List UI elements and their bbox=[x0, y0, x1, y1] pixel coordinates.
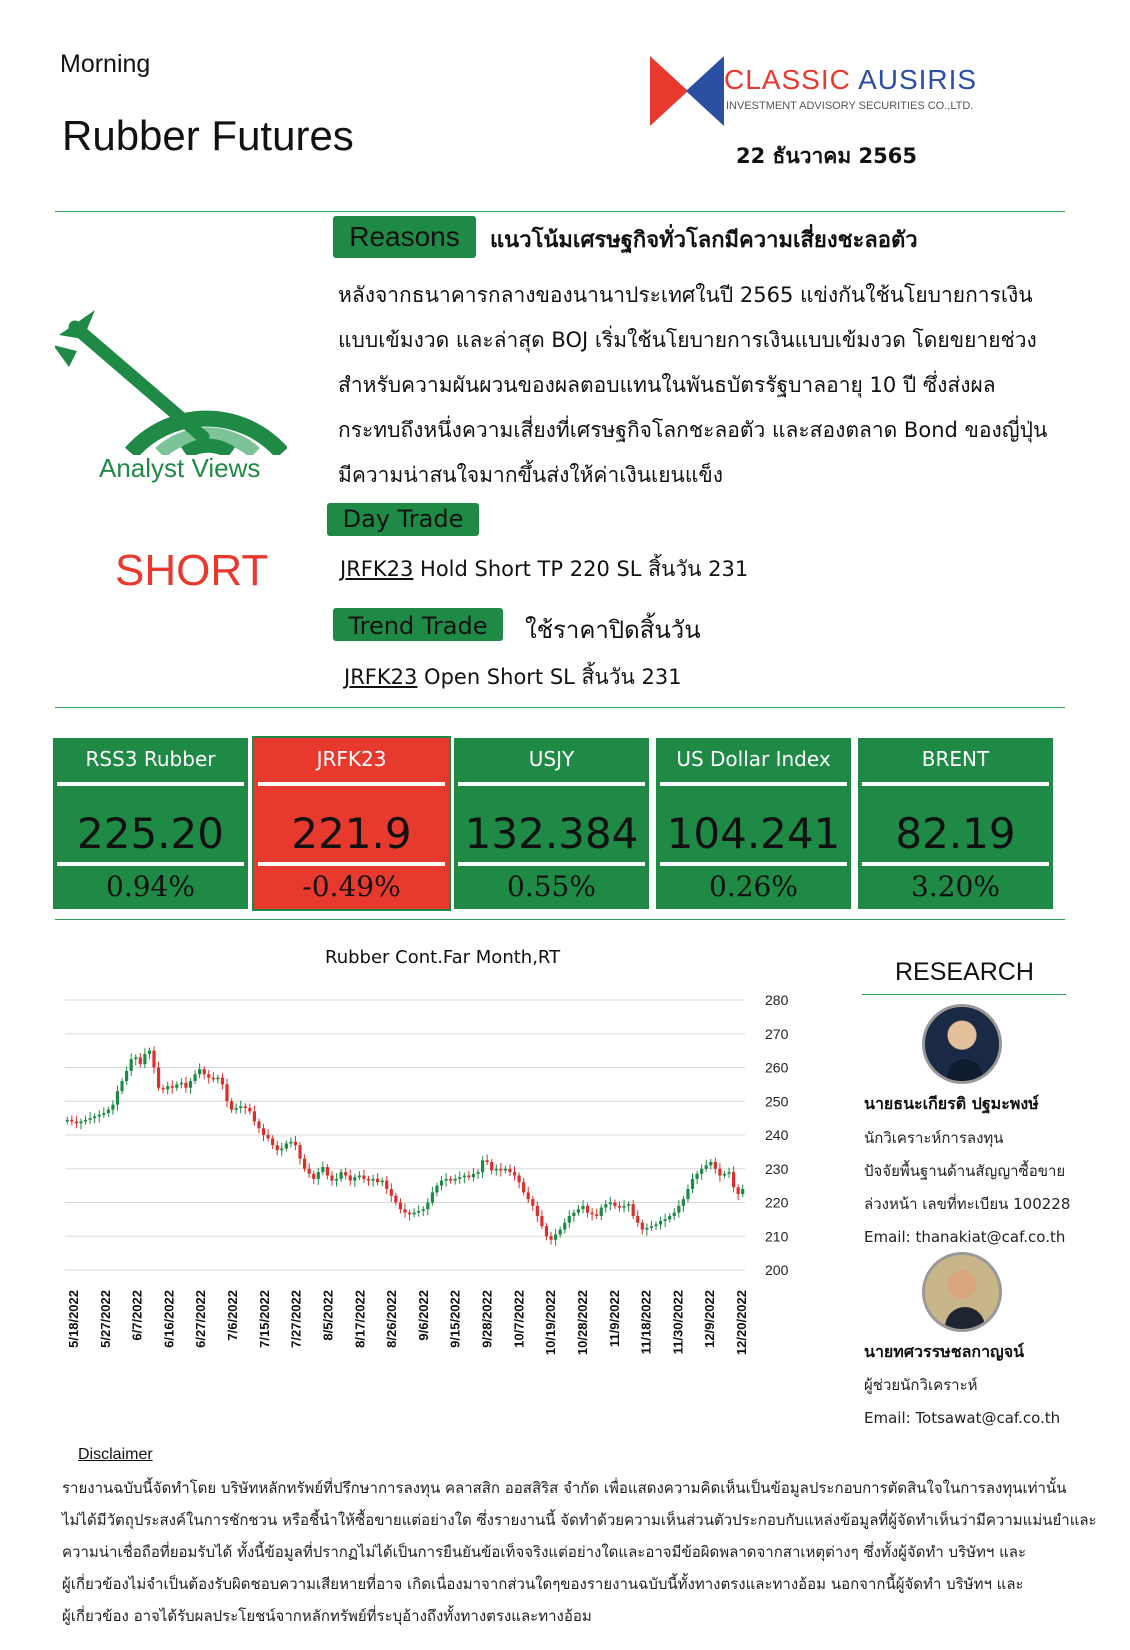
candle-body bbox=[664, 1219, 667, 1221]
candle-body bbox=[686, 1189, 689, 1199]
research-heading: RESEARCH bbox=[895, 958, 1034, 986]
candle-body bbox=[335, 1179, 338, 1181]
candle-body bbox=[257, 1122, 260, 1129]
candle-body bbox=[157, 1068, 160, 1088]
avatar bbox=[922, 1252, 1002, 1332]
tile-name: JRFK23 bbox=[316, 747, 387, 771]
candle-body bbox=[495, 1169, 498, 1171]
day-trade-tag: Day Trade bbox=[327, 503, 479, 536]
candle-body bbox=[691, 1179, 694, 1189]
tile-name: RSS3 Rubber bbox=[85, 747, 216, 771]
candle-body bbox=[417, 1211, 420, 1213]
candle-body bbox=[120, 1081, 123, 1091]
candle-body bbox=[508, 1169, 511, 1172]
candle-body bbox=[134, 1057, 137, 1059]
candle-body bbox=[549, 1236, 552, 1239]
x-tick-label: 12/20/2022 bbox=[734, 1290, 749, 1356]
candle-body bbox=[171, 1086, 174, 1088]
candle-body bbox=[294, 1142, 297, 1145]
candle-body bbox=[536, 1206, 539, 1216]
candle-body bbox=[266, 1135, 269, 1138]
y-tick-label: 230 bbox=[765, 1160, 789, 1177]
candle-body bbox=[522, 1182, 525, 1192]
brand-word-classic: CLASSIC bbox=[724, 64, 851, 95]
disclaimer-line: ไม่ได้มีวัตถุประสงค์ในการชักชวน หรือชี้นำให้ซื้อขายแต่อย่างใด ซึ่งรายงานนี้ จัดทำด้วยความเห็นส่วนตัวประกอบกับแหล่งข้อมูลที่ผู้จัดทำเห็นว่ามีความแม่นยำและ bbox=[62, 1511, 1097, 1529]
candle-body bbox=[66, 1120, 69, 1122]
tile-name: USJY bbox=[528, 747, 575, 771]
disclaimer-line: ความน่าเชื่อถือที่ยอมรับได้ ทั้งนี้ข้อมูลที่ปรากฏไม่ได้เป็นการยืนยันข้อเท็จจริงแต่อย่างใดและอาจมีข้อผิดพลาดจากสาเหตุต่างๆ ซึ่งทั้งผู้จัดทำ บริษัทฯ และ bbox=[62, 1543, 1027, 1561]
reasons-body bbox=[338, 273, 1098, 498]
candle-body bbox=[513, 1172, 516, 1175]
candle-body bbox=[440, 1181, 443, 1186]
candle-body bbox=[312, 1174, 315, 1179]
candle-body bbox=[330, 1176, 333, 1181]
candle-body bbox=[714, 1162, 717, 1169]
candle-body bbox=[198, 1069, 201, 1074]
top-divider bbox=[55, 211, 1065, 212]
candle-body bbox=[253, 1111, 256, 1121]
candle-body bbox=[700, 1169, 703, 1174]
candle-body bbox=[695, 1174, 698, 1179]
candle-body bbox=[531, 1199, 534, 1206]
candle-body bbox=[289, 1142, 292, 1144]
tile-name: US Dollar Index bbox=[676, 747, 831, 771]
candle-body bbox=[280, 1149, 283, 1151]
analyst2-name: นายทศวรรษชลกาญจน์ bbox=[864, 1342, 1024, 1361]
tile-jrfk23 bbox=[254, 738, 449, 909]
candle-body bbox=[668, 1216, 671, 1219]
candle-body bbox=[577, 1209, 580, 1212]
candle-body bbox=[737, 1187, 740, 1194]
x-tick-label: 9/6/2022 bbox=[415, 1290, 431, 1341]
tile-name: BRENT bbox=[921, 747, 990, 771]
reasons-line: แบบเข้มงวด และล่าสุด BOJ เริ่มใช้นโยบายการเงินแบบเข้มงวด โดยขยายช่วง bbox=[338, 328, 1037, 352]
candle-body bbox=[276, 1145, 279, 1150]
candle-body bbox=[504, 1169, 507, 1171]
candle-body bbox=[390, 1189, 393, 1196]
analyst-views-badge bbox=[55, 305, 287, 485]
candle-body bbox=[527, 1192, 530, 1199]
candle-body bbox=[499, 1169, 502, 1171]
candle-body bbox=[75, 1122, 78, 1124]
candle-body bbox=[221, 1078, 224, 1085]
candle-body bbox=[682, 1199, 685, 1206]
candle-body bbox=[230, 1101, 233, 1109]
disclaimer-line: ผู้เกี่ยวข้อง อาจได้รับผลประโยชน์จากหลักทรัพย์ที่ระบุอ้างถึงทั้งทางตรงและทางอ้อม bbox=[62, 1607, 592, 1625]
brand-word-ausiris: AUSIRIS bbox=[858, 64, 978, 95]
x-tick-label: 10/7/2022 bbox=[511, 1290, 527, 1348]
candle-body bbox=[673, 1213, 676, 1216]
tile-usjy bbox=[454, 738, 649, 909]
y-tick-label: 280 bbox=[765, 992, 789, 1008]
candle-body bbox=[203, 1069, 206, 1074]
candle-body bbox=[600, 1208, 603, 1216]
candle-body bbox=[399, 1203, 402, 1210]
candle-body bbox=[216, 1078, 219, 1080]
candle-body bbox=[490, 1162, 493, 1170]
candle-body bbox=[613, 1203, 616, 1206]
candle-body bbox=[727, 1172, 730, 1174]
candle-body bbox=[212, 1078, 215, 1080]
x-tick-label: 11/30/2022 bbox=[670, 1290, 686, 1355]
trend-trade-symbol: JRFK23 bbox=[344, 665, 418, 689]
candle-body bbox=[303, 1159, 306, 1169]
candle-body bbox=[426, 1203, 429, 1210]
candle-body bbox=[125, 1071, 128, 1081]
candle-body bbox=[79, 1122, 82, 1124]
x-tick-label: 10/19/2022 bbox=[543, 1290, 559, 1356]
candle-body bbox=[449, 1179, 452, 1181]
tile-rss3 bbox=[53, 738, 248, 909]
trend-trade-note: ใช้ราคาปิดสิ้นวัน bbox=[525, 616, 701, 644]
candle-body bbox=[463, 1176, 466, 1178]
candle-body bbox=[718, 1169, 721, 1176]
candle-body bbox=[317, 1172, 320, 1179]
candle-body bbox=[344, 1172, 347, 1175]
candle-body bbox=[486, 1160, 489, 1162]
page-title: Rubber Futures bbox=[62, 112, 354, 159]
avatar bbox=[922, 1004, 1002, 1084]
disclaimer-body bbox=[62, 1472, 1097, 1632]
mid-divider bbox=[55, 707, 1065, 708]
candle-body bbox=[248, 1108, 251, 1111]
candle-body bbox=[517, 1176, 520, 1183]
analyst1-desc: ปัจจัยพื้นฐานด้านสัญญาซื้อขาย bbox=[864, 1162, 1066, 1180]
candle-body bbox=[362, 1176, 365, 1179]
reasons-line: มีความน่าสนใจมากขึ้นส่งให้ค่าเงินเยนแข็ง bbox=[338, 463, 724, 487]
tile-value: 221.9 bbox=[291, 809, 412, 858]
analyst1-name: นายธนะเกียรติ ปฐมะพงษ์ bbox=[864, 1094, 1039, 1113]
tile-change: 0.26% bbox=[709, 870, 798, 903]
x-tick-label: 5/18/2022 bbox=[66, 1290, 81, 1348]
analyst2-info bbox=[864, 1369, 1060, 1435]
candle-body bbox=[563, 1223, 566, 1230]
candle-body bbox=[540, 1216, 543, 1226]
x-tick-label: 10/28/2022 bbox=[574, 1290, 590, 1356]
candle-body bbox=[162, 1088, 165, 1090]
x-tick-label: 8/5/2022 bbox=[320, 1290, 336, 1341]
candle-body bbox=[568, 1216, 571, 1223]
company-logo bbox=[650, 56, 980, 128]
x-tick-label: 9/28/2022 bbox=[479, 1290, 495, 1348]
candle-body bbox=[130, 1059, 133, 1071]
candle-body bbox=[180, 1083, 183, 1085]
candle-body bbox=[431, 1192, 434, 1202]
candle-body bbox=[413, 1213, 416, 1215]
candle-body bbox=[349, 1176, 352, 1181]
candle-body bbox=[604, 1204, 607, 1207]
x-tick-label: 7/6/2022 bbox=[225, 1290, 241, 1341]
candle-body bbox=[239, 1106, 242, 1108]
candle-body bbox=[645, 1228, 648, 1230]
x-tick-label: 6/16/2022 bbox=[161, 1290, 177, 1348]
day-trade-line bbox=[340, 553, 748, 586]
research-underline bbox=[862, 994, 1066, 995]
tile-change: 3.20% bbox=[911, 870, 1000, 903]
candle-body bbox=[148, 1051, 151, 1054]
x-tick-label: 7/27/2022 bbox=[288, 1290, 304, 1348]
tile-change: -0.49% bbox=[302, 870, 401, 903]
tile-value: 225.20 bbox=[77, 809, 224, 858]
signal-short: SHORT bbox=[115, 546, 269, 595]
candle-body bbox=[622, 1206, 625, 1208]
reasons-headline: แนวโน้มเศรษฐกิจทั่วโลกมีความเสี่ยงชะลอตัว bbox=[490, 228, 918, 253]
reasons-line: สำหรับความผันผวนของผลตอบแทนในพันธบัตรรัฐบาลอายุ 10 ปี ซึ่งส่งผล bbox=[338, 373, 996, 397]
analyst2-email[interactable]: Email: Totsawat@caf.co.th bbox=[864, 1409, 1061, 1427]
y-tick-label: 220 bbox=[765, 1194, 789, 1211]
analyst2-role: ผู้ช่วยนักวิเคราะห์ bbox=[864, 1376, 978, 1394]
x-tick-label: 8/17/2022 bbox=[352, 1290, 368, 1348]
candle-body bbox=[285, 1143, 288, 1148]
tile-value: 104.241 bbox=[666, 809, 841, 858]
candle-body bbox=[102, 1113, 105, 1115]
candle-body bbox=[111, 1105, 114, 1110]
reasons-line: กระทบถึงหนึ่งความเสี่ยงที่เศรษฐกิจโลกชะลอตัว และสองตลาด Bond ของญี่ปุ่น bbox=[338, 418, 1048, 442]
report-date: 22 ธันวาคม 2565 bbox=[736, 144, 917, 168]
candle-body bbox=[189, 1081, 192, 1088]
candle-body bbox=[116, 1091, 119, 1105]
candle-body bbox=[581, 1206, 584, 1209]
analyst1-info bbox=[864, 1122, 1070, 1254]
x-tick-label: 5/27/2022 bbox=[97, 1290, 113, 1348]
x-tick-label: 6/7/2022 bbox=[129, 1290, 145, 1341]
tile-change: 0.94% bbox=[106, 870, 195, 903]
candle-body bbox=[641, 1223, 644, 1230]
candle-body bbox=[741, 1189, 744, 1194]
target-arrow-icon bbox=[55, 305, 287, 455]
analyst1-desc: ล่วงหน้า เลขที่ทะเบียน 100228 bbox=[864, 1195, 1071, 1213]
chart-title: Rubber Cont.Far Month,RT bbox=[325, 947, 561, 968]
candle-body bbox=[381, 1181, 384, 1183]
candle-body bbox=[609, 1203, 612, 1205]
x-tick-label: 7/15/2022 bbox=[256, 1290, 272, 1348]
candle-body bbox=[244, 1106, 247, 1108]
candle-body bbox=[467, 1176, 470, 1178]
candle-body bbox=[143, 1054, 146, 1064]
candle-body bbox=[308, 1169, 311, 1174]
candle-body bbox=[472, 1174, 475, 1177]
tiles-divider bbox=[55, 919, 1065, 920]
candle-body bbox=[481, 1160, 484, 1172]
analyst1-email[interactable]: Email: thanakiat@caf.co.th bbox=[864, 1228, 1066, 1246]
candle-body bbox=[559, 1230, 562, 1235]
candle-body bbox=[166, 1086, 169, 1089]
x-tick-label: 11/9/2022 bbox=[606, 1290, 622, 1348]
candle-body bbox=[89, 1118, 92, 1120]
tile-brent bbox=[858, 738, 1053, 909]
candle-body bbox=[371, 1179, 374, 1181]
trend-trade-tag: Trend Trade bbox=[333, 608, 503, 641]
candle-body bbox=[394, 1196, 397, 1203]
reasons-line: หลังจากธนาคารกลางของนานาประเทศในปี 2565 แข่งกันใช้นโยบายการเงิน bbox=[338, 283, 1033, 307]
candle-body bbox=[650, 1226, 653, 1228]
candle-body bbox=[225, 1084, 228, 1101]
disclaimer-line: รายงานฉบับนี้จัดทำโดย บริษัทหลักทรัพย์ที่ปรึกษาการลงทุน คลาสสิก ออสสิริส จำกัด เพื่อแสดงความคิดเห็นเป็นข้อมูลประกอบการตัดสินใจในการลงทุนเท่านั้น bbox=[62, 1479, 1067, 1497]
candle-body bbox=[385, 1181, 388, 1189]
candle-body bbox=[554, 1235, 557, 1240]
candle-body bbox=[376, 1179, 379, 1182]
candle-body bbox=[298, 1145, 301, 1159]
reasons-tag: Reasons bbox=[333, 216, 476, 258]
candle-body bbox=[723, 1174, 726, 1176]
candle-body bbox=[139, 1057, 142, 1064]
candle-body bbox=[235, 1108, 238, 1110]
y-tick-label: 250 bbox=[765, 1093, 789, 1110]
disclaimer-line: ผู้เกี่ยวข้องไม่จำเป็นต้องรับผิดชอบความเสียหายที่อาจ เกิดเนื่องมาจากส่วนใดๆของรายงานฉบับนี้ทั้งทางตรงและทางอ้อม นอกจากนี้ผู้จัดทำ บริษัทฯ และ bbox=[62, 1575, 1024, 1593]
candle-body bbox=[444, 1179, 447, 1181]
y-tick-label: 200 bbox=[765, 1262, 789, 1278]
candle-body bbox=[358, 1176, 361, 1178]
candle-body bbox=[107, 1110, 110, 1113]
candle-body bbox=[152, 1051, 155, 1068]
trend-trade-line bbox=[344, 661, 682, 694]
candle-body bbox=[84, 1120, 87, 1122]
analyst1-role: นักวิเคราะห์การลงทุน bbox=[864, 1129, 1004, 1147]
candle-body bbox=[340, 1172, 343, 1179]
candle-body bbox=[70, 1120, 73, 1122]
candle-body bbox=[545, 1226, 548, 1236]
trend-trade-text: Open Short SL สิ้นวัน 231 bbox=[424, 665, 682, 689]
candle-body bbox=[93, 1116, 96, 1118]
candle-body bbox=[677, 1206, 680, 1213]
candle-body bbox=[595, 1214, 598, 1216]
day-trade-symbol: JRFK23 bbox=[340, 557, 414, 581]
candle-body bbox=[458, 1177, 461, 1179]
candle-body bbox=[586, 1206, 589, 1213]
candle-body bbox=[627, 1204, 630, 1206]
candle-body bbox=[618, 1206, 621, 1208]
tile-value: 132.384 bbox=[464, 809, 639, 858]
candle-body bbox=[408, 1213, 411, 1215]
candle-body bbox=[591, 1213, 594, 1215]
candle-body bbox=[326, 1167, 329, 1175]
morning-label: Morning bbox=[60, 50, 151, 78]
candle-body bbox=[353, 1177, 356, 1180]
candle-body bbox=[184, 1083, 187, 1088]
candle-body bbox=[435, 1186, 438, 1193]
candle-body bbox=[321, 1167, 324, 1172]
candle-body bbox=[659, 1221, 662, 1224]
logo-mark-icon bbox=[650, 56, 724, 126]
candle-body bbox=[422, 1209, 425, 1211]
tile-value: 82.19 bbox=[895, 809, 1016, 858]
candle-body bbox=[654, 1224, 657, 1226]
candle-body bbox=[572, 1213, 575, 1216]
candle-body bbox=[207, 1074, 210, 1077]
candle-body bbox=[632, 1204, 635, 1216]
candle-body bbox=[705, 1165, 708, 1168]
tile-dollar-index bbox=[656, 738, 851, 909]
candle-body bbox=[367, 1179, 370, 1181]
candle-body bbox=[454, 1179, 457, 1181]
brand-subtitle: INVESTMENT ADVISORY SECURITIES CO.,LTD. bbox=[726, 100, 974, 112]
candle-body bbox=[732, 1172, 735, 1187]
y-tick-label: 240 bbox=[765, 1127, 789, 1143]
candle-body bbox=[636, 1216, 639, 1223]
tile-change: 0.55% bbox=[507, 870, 596, 903]
x-tick-label: 9/15/2022 bbox=[447, 1290, 463, 1348]
y-tick-label: 270 bbox=[765, 1025, 789, 1042]
y-tick-label: 260 bbox=[765, 1059, 789, 1076]
x-tick-label: 6/27/2022 bbox=[193, 1290, 209, 1348]
y-tick-label: 210 bbox=[765, 1228, 789, 1245]
x-tick-label: 8/26/2022 bbox=[384, 1290, 400, 1348]
day-trade-text: Hold Short TP 220 SL สิ้นวัน 231 bbox=[420, 557, 749, 581]
candle-body bbox=[476, 1172, 479, 1174]
analyst-views-label: Analyst Views bbox=[99, 453, 261, 483]
candle-body bbox=[271, 1138, 274, 1145]
candle-body bbox=[98, 1115, 101, 1117]
price-chart bbox=[55, 980, 855, 1425]
disclaimer-title: Disclaimer bbox=[78, 1446, 153, 1463]
candle-body bbox=[175, 1084, 178, 1087]
x-tick-label: 12/9/2022 bbox=[702, 1290, 718, 1348]
candle-body bbox=[193, 1074, 196, 1081]
candle-body bbox=[262, 1128, 265, 1135]
x-tick-label: 11/18/2022 bbox=[638, 1290, 654, 1355]
candle-body bbox=[709, 1162, 712, 1165]
candle-body bbox=[403, 1209, 406, 1212]
